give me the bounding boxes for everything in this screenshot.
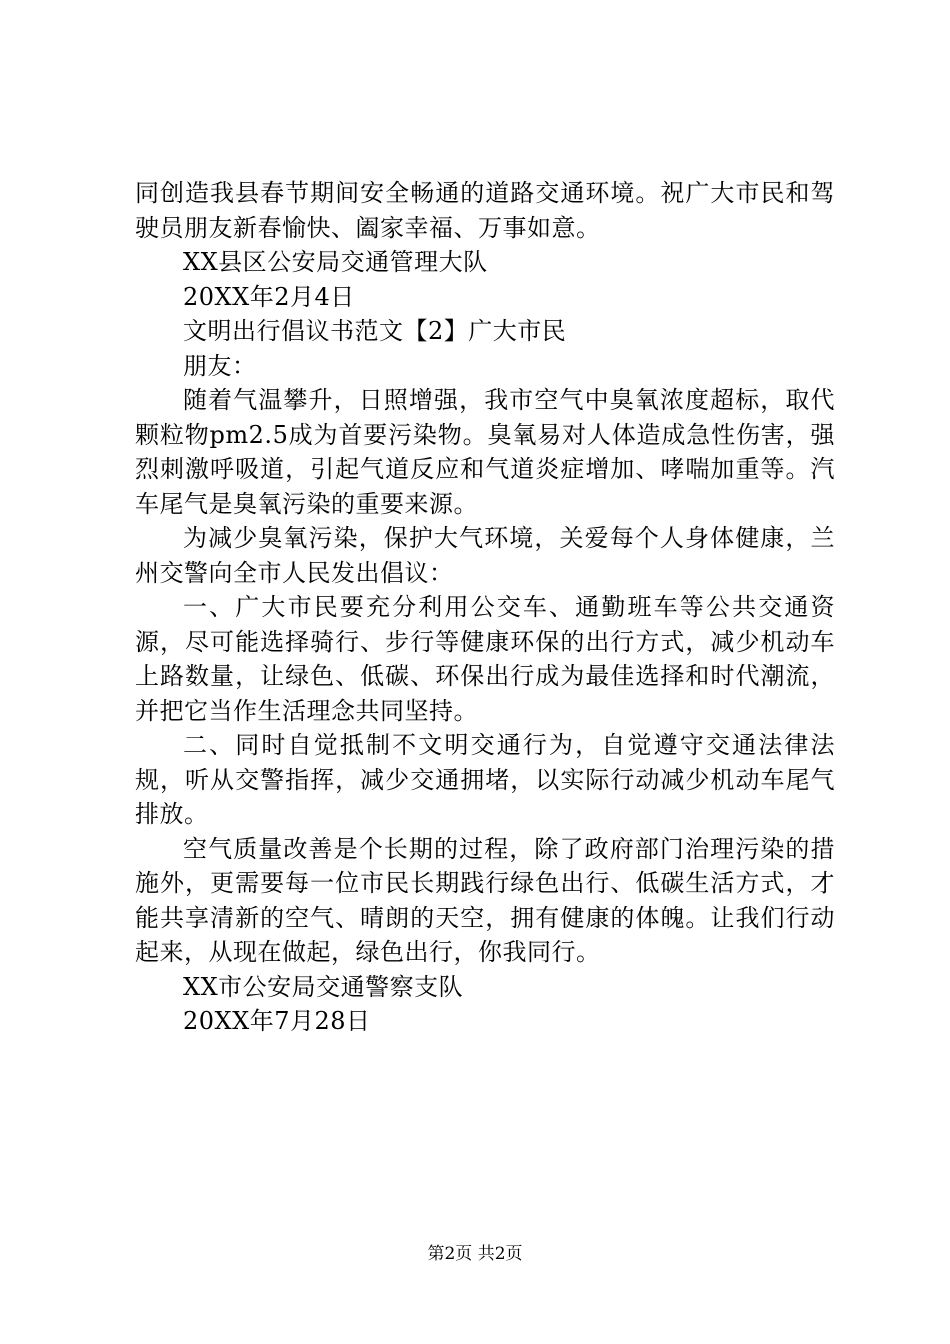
paragraph-continuation: 同创造我县春节期间安全畅通的道路交通环境。祝广大市民和驾驶员朋友新春愉快、阖家幸福、万事如意。: [135, 179, 835, 242]
salutation: 朋友：: [183, 351, 257, 380]
date-line-1: 20XX年2月4日: [183, 282, 355, 311]
document-body: [135, 176, 835, 1039]
signature-police-detachment: XX市公安局交通警察支队: [183, 972, 464, 1001]
paragraph-conclusion: 空气质量改善是个长期的过程，除了政府部门治理污染的措施外，更需要每一位市民长期践行绿色出行、低碳生活方式，才能共享清新的空气、晴朗的天空，拥有健康的体魄。让我们行动起来，从现在做起，绿色出行，你我同行。: [135, 834, 835, 966]
paragraph-item-one: 一、广大市民要充分利用公交车、通勤班车等公共交通资源，尽可能选择骑行、步行等健康环保的出行方式，减少机动车上路数量，让绿色、低碳、环保出行成为最佳选择和时代潮流，并把它当作生活理念共同坚持。: [135, 593, 835, 725]
paragraph-ozone: 随着气温攀升，日照增强，我市空气中臭氧浓度超标，取代颗粒物pm2.5成为首要污染物。臭氧易对人体造成急性伤害，强烈刺激呼吸道，引起气道反应和气道炎症增加、哮喘加重等。汽车尾气是臭氧污染的重要来源。: [135, 386, 835, 518]
signature-traffic-brigade: XX县区公安局交通管理大队: [183, 248, 488, 276]
section-heading: 文明出行倡议书范文【2】广大市民: [183, 317, 567, 345]
paragraph-appeal: 为减少臭氧污染，保护大气环境，关爱每个人身体健康，兰州交警向全市人民发出倡议：: [135, 524, 835, 587]
date-line-2: 20XX年7月28日: [183, 1007, 371, 1035]
page-number-footer: 第2页 共2页: [427, 1244, 523, 1264]
paragraph-item-two: 二、同时自觉抵制不文明交通行为，自觉遵守交通法律法规，听从交警指挥，减少交通拥堵，以实际行动减少机动车尾气排放。: [135, 731, 835, 828]
